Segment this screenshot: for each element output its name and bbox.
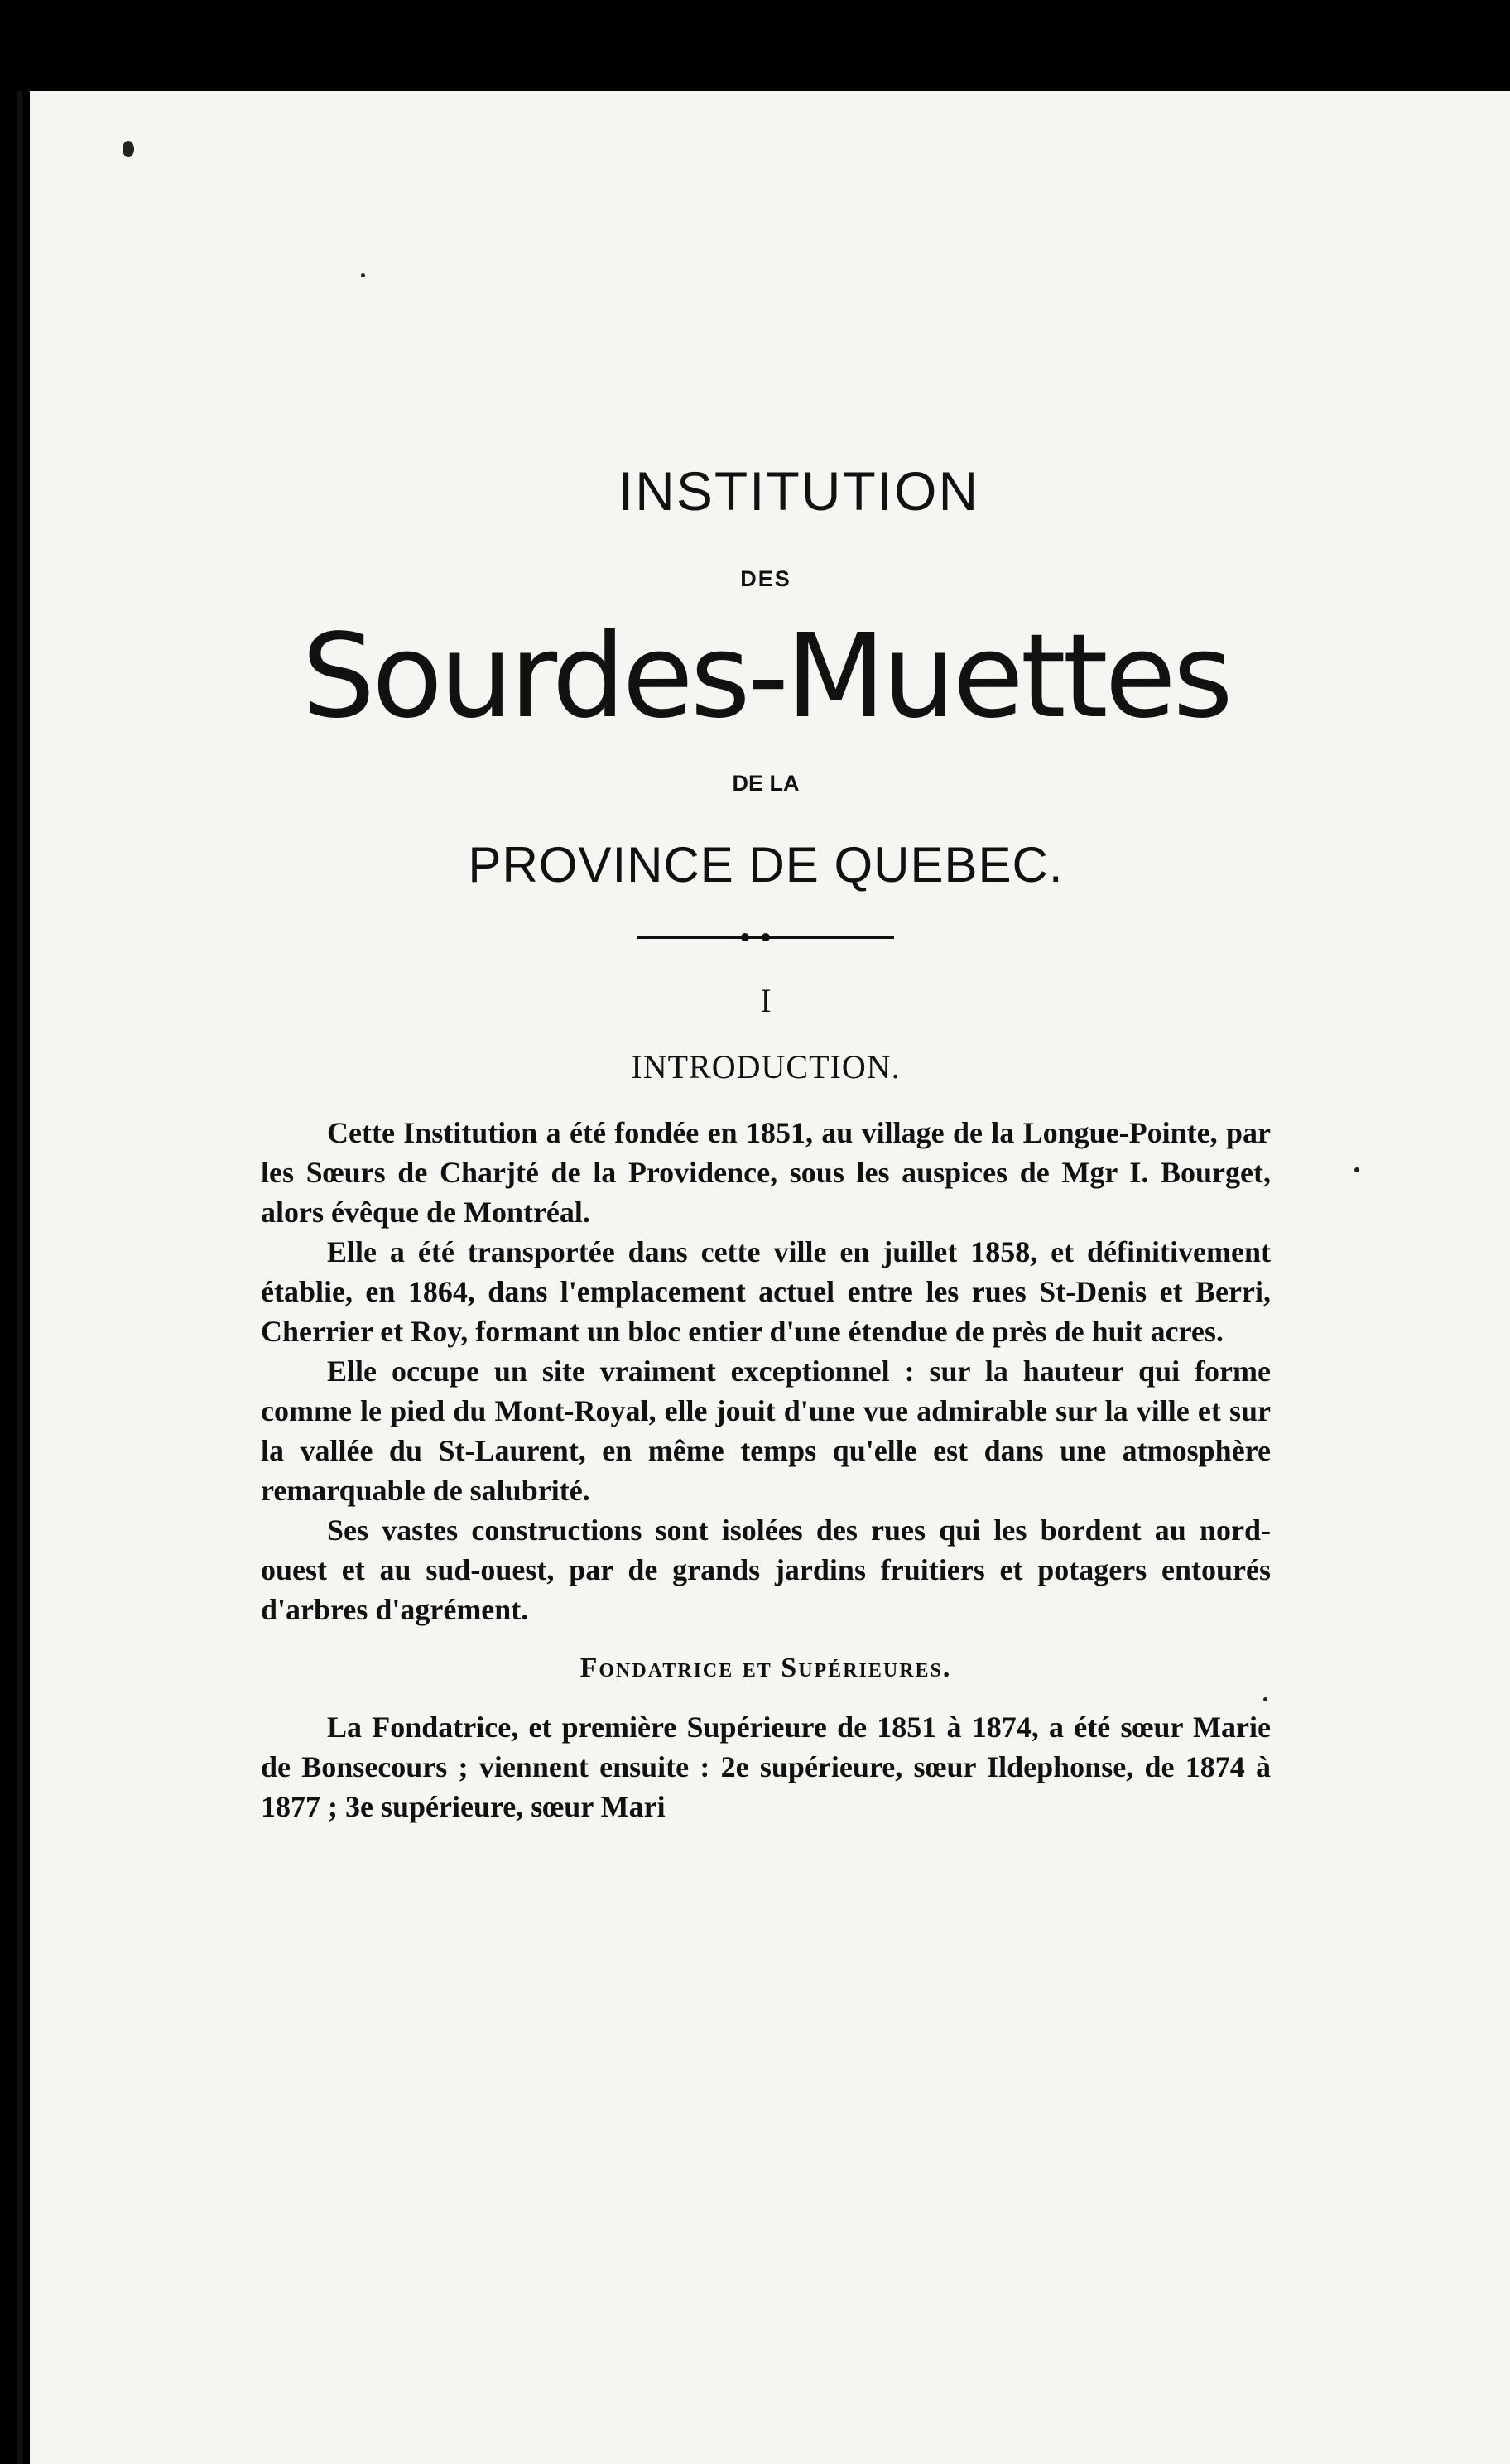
paragraph: La Fondatrice, et première Supérieure de 1851 à 1874, a été sœur Marie de Bonsecours ; viennent ensuite : 2e supérieure, sœur Ildephonse, de 1874 à 1877 ; 3e supérieure, sœur Mari bbox=[261, 1711, 1271, 1823]
ornament-divider bbox=[637, 931, 894, 943]
introduction-paragraphs bbox=[261, 1113, 1271, 1629]
paragraph: Elle a été transportée dans cette ville en juillet 1858, et définitivement établie, en 1864, dans l'emplacement actuel entre les rues St-Denis et Berri, Cherrier et Roy, formant un bloc entier d'une étendue de près de huit acres. bbox=[261, 1235, 1271, 1348]
ink-speck bbox=[123, 141, 134, 157]
page-edge-rule bbox=[17, 91, 22, 2464]
divider-dot bbox=[762, 933, 770, 941]
institution-heading: INSTITUTION bbox=[618, 460, 980, 522]
des-line: DES bbox=[740, 566, 791, 591]
ink-speck bbox=[361, 273, 365, 277]
document-body bbox=[261, 460, 1271, 1826]
divider-dot bbox=[741, 933, 749, 941]
province-heading: PROVINCE DE QUEBEC. bbox=[468, 837, 1064, 893]
paragraph: Cette Institution a été fondée en 1851, au village de la Longue-Pointe, par les Sœurs de Charjté de la Providence, sous les auspices de Mgr I. Bourget, alors évêque de Montréal. bbox=[261, 1116, 1271, 1229]
paragraph: Ses vastes constructions sont isolées des rues qui les bordent au nord-ouest et au sud-ouest, par de grands jardins fruitiers et potagers entourés d'arbres d'agrément. bbox=[261, 1514, 1271, 1626]
ink-speck bbox=[1354, 1167, 1359, 1172]
section-heading: INTRODUCTION. bbox=[631, 1048, 901, 1085]
de-la-line: DE LA bbox=[732, 771, 800, 796]
paragraph: Elle occupe un site vraiment exceptionnel : sur la hauteur qui forme comme le pied du Mont-Royal, elle jouit d'une vue admirable sur la ville et sur la vallée du St-Laurent, en même temps qu'elle est dans une atmosphère remarquable de salubrité. bbox=[261, 1355, 1271, 1507]
section-number: I bbox=[760, 982, 772, 1019]
page-title: Sourdes-Muettes bbox=[301, 609, 1230, 744]
subsection-heading: Fondatrice et Supérieures. bbox=[579, 1653, 952, 1683]
